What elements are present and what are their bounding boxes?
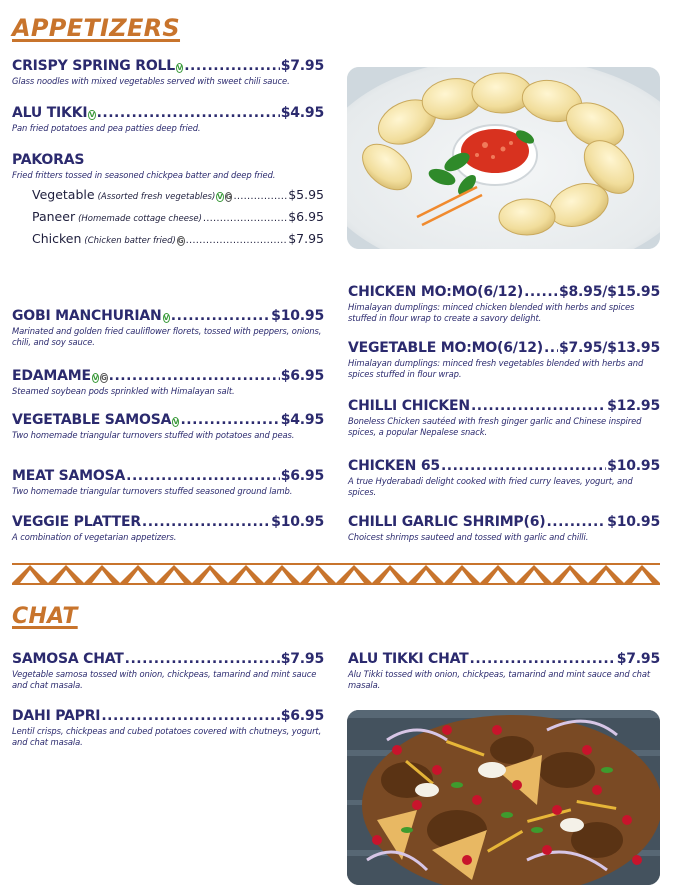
- option-name: Paneer: [32, 209, 76, 224]
- item-price: $4.95: [280, 412, 324, 428]
- dot-leader: [470, 651, 616, 668]
- vegetarian-icon: V: [92, 374, 99, 382]
- gluten-free-icon: G: [177, 237, 184, 245]
- item-name: CRISPY SPRING ROLL: [12, 58, 175, 74]
- item-name: ALU TIKKI: [12, 105, 88, 121]
- item-price: $8.95/$15.95: [558, 284, 660, 300]
- dot-leader: [125, 651, 280, 668]
- item-description: Fried fritters tossed in seasoned chickpea batter and deep fried.: [12, 170, 276, 180]
- option-note: (Chicken batter fried): [84, 236, 176, 246]
- menu-item-vegetable-momo: [348, 340, 660, 380]
- menu-item-crispy-spring-roll: [12, 58, 324, 87]
- item-name: VEGETABLE MO:MO(6/12): [348, 340, 543, 356]
- dot-leader: [441, 458, 606, 475]
- item-description: Steamed soybean pods sprinkled with Himalayan salt.: [12, 386, 235, 396]
- dot-leader: [186, 231, 288, 251]
- vegetarian-icon: V: [173, 418, 179, 426]
- item-name: GOBI MANCHURIAN: [12, 308, 162, 324]
- item-price: $7.95: [280, 58, 324, 74]
- dot-leader: [233, 187, 287, 207]
- pakora-options: [32, 185, 324, 251]
- item-name: SAMOSA CHAT: [12, 651, 124, 667]
- item-description: Pan fried potatoes and pea patties deep fried.: [12, 123, 201, 133]
- option-note: (Assorted fresh vegetables): [97, 192, 216, 202]
- pakora-option: [32, 185, 324, 207]
- chat-dish-photo: [347, 710, 660, 885]
- dot-leader: [544, 340, 558, 357]
- gluten-free-icon: G: [101, 374, 107, 382]
- menu-item-edamame: [12, 368, 324, 397]
- dot-leader: [184, 58, 280, 75]
- item-name: ALU TIKKI CHAT: [348, 651, 469, 667]
- menu-item-samosa-chat: [12, 651, 324, 691]
- item-price: $6.95: [280, 468, 324, 484]
- menu-item-chilli-chicken: [348, 398, 660, 438]
- item-description: Vegetable samosa tossed with onion, chickpeas, tamarind and mint sauce and chat masala.: [12, 669, 317, 690]
- item-description: Glass noodles with mixed vegetables served with sweet chili sauce.: [12, 76, 290, 86]
- option-note: (Homemade cottage cheese): [78, 214, 202, 224]
- item-name: CHICKEN 65: [348, 458, 440, 474]
- item-price: $6.95: [280, 368, 324, 384]
- dot-leader: [97, 105, 280, 122]
- menu-item-meat-samosa: [12, 468, 324, 497]
- menu-item-alu-tikki-chat: [348, 651, 660, 691]
- option-price: $6.95: [288, 209, 324, 224]
- option-name: Vegetable: [32, 187, 95, 202]
- item-price: $6.95: [280, 708, 324, 724]
- chat-heading: CHAT: [12, 604, 78, 629]
- dot-leader: [524, 284, 558, 301]
- item-name: DAHI PAPRI: [12, 708, 101, 724]
- vegetarian-icon: V: [89, 111, 95, 119]
- option-price: $5.95: [288, 187, 324, 202]
- pakora-option: [32, 229, 324, 251]
- dot-leader: [126, 468, 280, 485]
- item-name: CHILLI GARLIC SHRIMP(6): [348, 514, 546, 530]
- momo-dumplings-photo: [347, 67, 660, 249]
- dot-leader: [101, 708, 279, 725]
- item-name: CHICKEN MO:MO(6/12): [348, 284, 524, 300]
- pakora-option: [32, 207, 324, 229]
- dot-leader: [546, 514, 606, 531]
- item-description: Two homemade triangular turnovers stuffed seasoned ground lamb.: [12, 486, 293, 496]
- menu-item-vegetable-samosa: [12, 412, 324, 441]
- appetizers-heading: APPETIZERS: [12, 14, 181, 42]
- item-description: Marinated and golden fried cauliflower florets, tossed with peppers, onions, chili, and soy sauce.: [12, 326, 322, 347]
- menu-item-chicken-65: [348, 458, 660, 498]
- item-description: Himalayan dumplings: minced chicken blended with herbs and spices stuffed in flour wrap to create a savory delight.: [348, 302, 635, 323]
- dot-leader: [109, 368, 280, 385]
- item-description: Himalayan dumplings: minced fresh vegetables blended with herbs and spices stuffed in flour wrap.: [348, 358, 644, 379]
- dot-leader: [171, 308, 270, 325]
- chat-illustration: [347, 710, 660, 885]
- zigzag-divider: [12, 563, 660, 585]
- item-name: PAKORAS: [12, 152, 85, 168]
- item-price: $10.95: [607, 514, 660, 530]
- gluten-free-icon: G: [225, 193, 232, 201]
- item-description: Choicest shrimps sauteed and tossed with garlic and chilli.: [348, 532, 589, 542]
- item-price: $10.95: [271, 308, 324, 324]
- item-price: $7.95: [280, 651, 324, 667]
- vegetarian-icon: V: [176, 64, 183, 72]
- item-price: $7.95: [616, 651, 660, 667]
- item-description: A combination of vegetarian appetizers.: [12, 532, 177, 542]
- item-description: Alu Tikki tossed with onion, chickpeas, tamarind and mint sauce and chat masala.: [348, 669, 651, 690]
- dot-leader: [180, 412, 279, 429]
- vegetarian-icon: V: [163, 314, 169, 322]
- item-name: MEAT SAMOSA: [12, 468, 126, 484]
- item-description: Two homemade triangular turnovers stuffed with potatoes and peas.: [12, 430, 295, 440]
- menu-item-chicken-momo: [348, 284, 660, 324]
- item-name: CHILLI CHICKEN: [348, 398, 470, 414]
- item-price: $10.95: [607, 458, 660, 474]
- dot-leader: [203, 209, 287, 229]
- option-price: $7.95: [288, 231, 324, 246]
- dot-leader: [471, 398, 606, 415]
- item-name: VEGETABLE SAMOSA: [12, 412, 172, 428]
- momo-illustration: [347, 67, 660, 249]
- item-description: A true Hyderabadi delight cooked with fried curry leaves, yogurt, and spices.: [348, 476, 633, 497]
- item-name: VEGGIE PLATTER: [12, 514, 141, 530]
- menu-item-gobi-manchurian: [12, 308, 324, 348]
- item-price: $7.95/$13.95: [558, 340, 660, 356]
- item-price: $12.95: [607, 398, 660, 414]
- item-price: $10.95: [271, 514, 324, 530]
- menu-item-veggie-platter: [12, 514, 324, 543]
- menu-item-pakoras: [12, 152, 324, 251]
- item-description: Boneless Chicken sautéed with fresh ginger garlic and Chinese inspired spices, a popular Nepalese snack.: [348, 416, 642, 437]
- item-price: $4.95: [280, 105, 324, 121]
- vegetarian-icon: V: [217, 193, 223, 201]
- menu-item-dahi-papri: [12, 708, 324, 748]
- dot-leader: [142, 514, 270, 531]
- menu-item-chilli-garlic-shrimp: [348, 514, 660, 543]
- menu-item-alu-tikki: [12, 105, 324, 134]
- item-name: EDAMAME: [12, 368, 91, 384]
- item-description: Lentil crisps, chickpeas and cubed potatoes covered with chutneys, yogurt, and chat masala.: [12, 726, 322, 747]
- option-name: Chicken: [32, 231, 82, 246]
